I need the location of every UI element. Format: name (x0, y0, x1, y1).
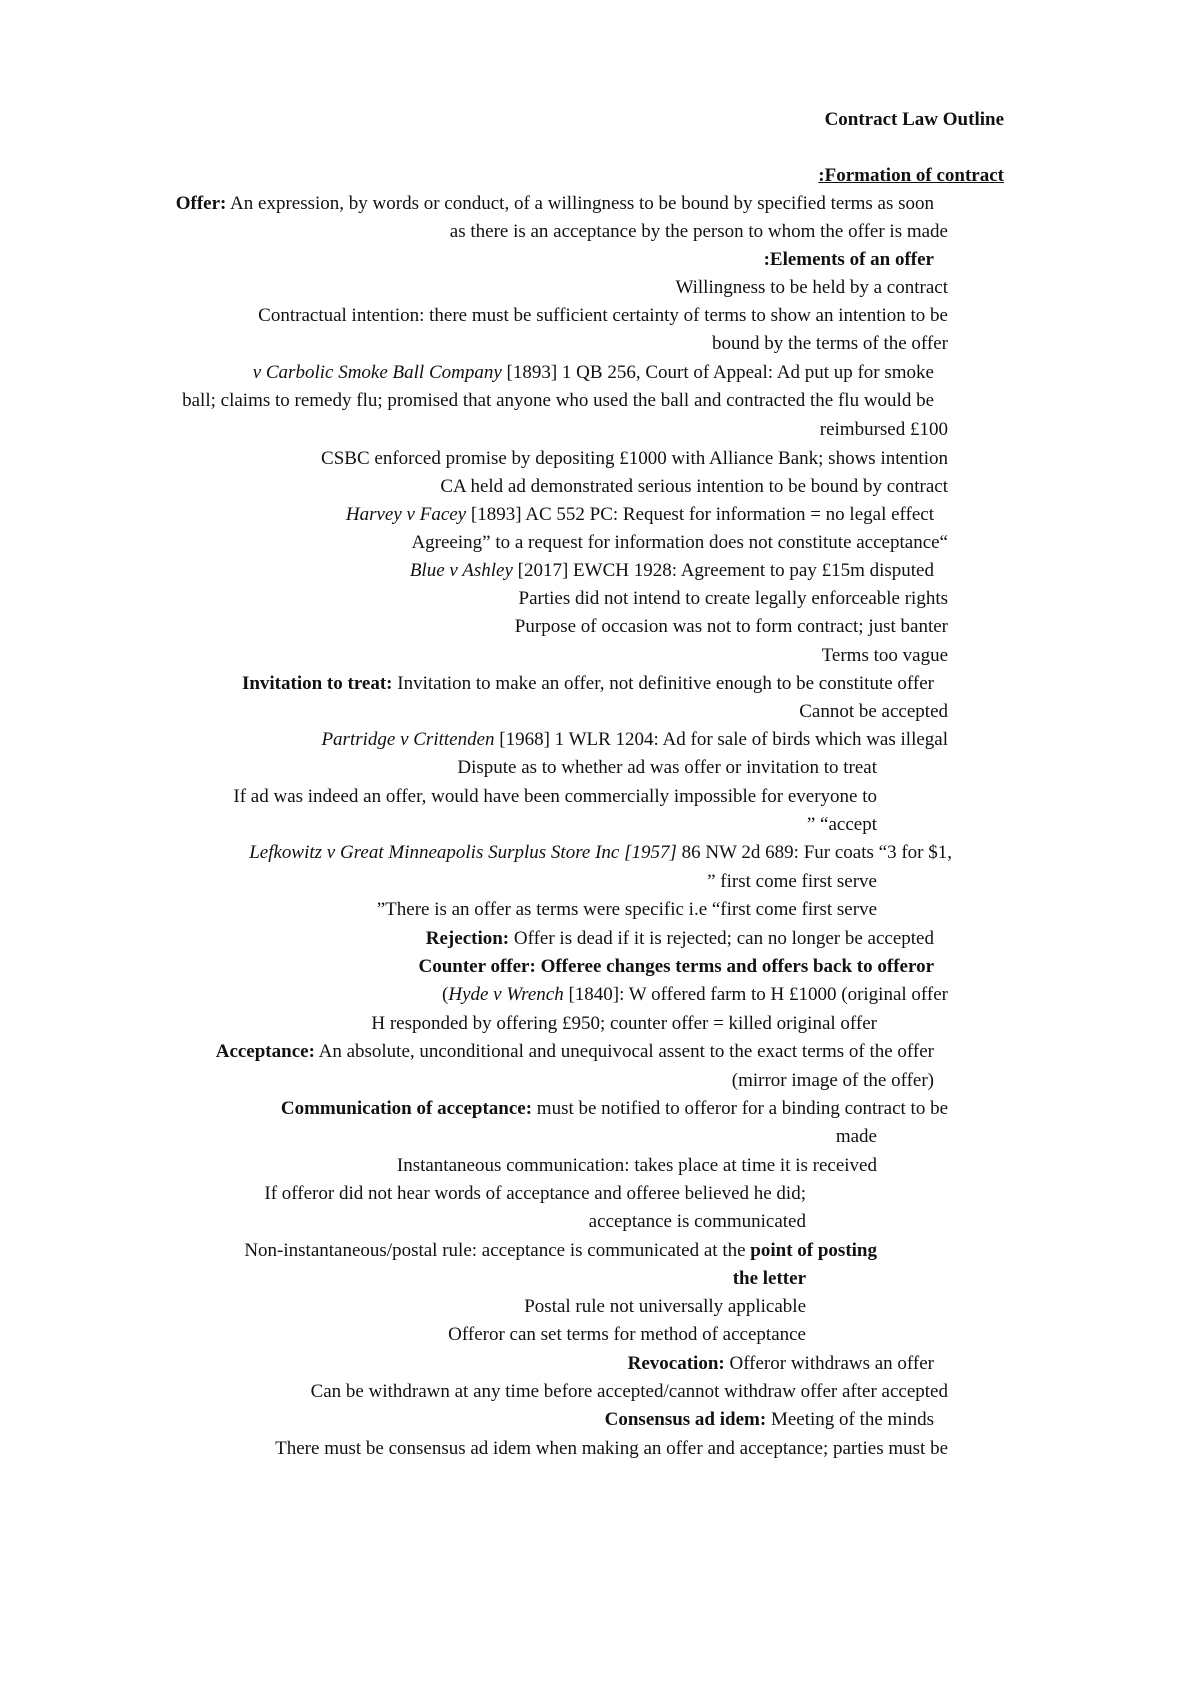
text-line: made (835, 1126, 877, 1147)
section-heading: :Formation of contract (818, 165, 1004, 186)
case-line (321, 728, 948, 752)
text-line: Purpose of occasion was not to form contract; just banter (514, 616, 948, 637)
document-title: Contract Law Outline (824, 109, 1004, 130)
case-line (346, 503, 934, 527)
case-text: [1893] 1 QB 256, Court of Appeal: Ad put up for smoke (501, 362, 934, 383)
text-line: ball; claims to remedy flu; promised that anyone who used the ball and contracted the flu would be (182, 390, 934, 411)
definition-text: An absolute, unconditional and unequivocal assent to the exact terms of the offer (314, 1041, 934, 1062)
definition-text: must be notified to offeror for a binding contract to be (532, 1098, 948, 1119)
text-line: reimbursed £100 (819, 419, 948, 440)
text-line: Offeror can set terms for method of acceptance (448, 1324, 806, 1345)
text-line: Instantaneous communication: takes place at time it is received (396, 1155, 877, 1176)
case-line (253, 361, 934, 385)
postal-text: Non-instantaneous/postal rule: acceptance is communicated at the (244, 1240, 751, 1261)
case-line (442, 983, 948, 1007)
text-line: If ad was indeed an offer, would have been commercially impossible for everyone to (233, 786, 877, 807)
postal-rule-line (244, 1239, 877, 1263)
term-label: Communication of acceptance: (280, 1098, 533, 1119)
case-name: Partridge v Crittenden (321, 729, 495, 750)
definition-text: Offer is dead if it is rejected; can no longer be accepted (509, 928, 934, 949)
text-line: There must be consensus ad idem when making an offer and acceptance; parties must be (275, 1438, 948, 1459)
case-name: Lefkowitz v Great Minneapolis Surplus Store Inc [1957] (249, 842, 677, 863)
case-name: v Carbolic Smoke Ball Company (252, 362, 502, 383)
case-text: [1893] AC 552 PC: Request for information = no legal effect (466, 504, 934, 525)
term-label: Invitation to treat: (241, 673, 393, 694)
case-name: Hyde v Wrench (448, 984, 564, 1005)
case-name: Harvey v Facey (345, 504, 467, 525)
term-label: Acceptance: (215, 1041, 315, 1062)
counter-offer-definition (419, 955, 935, 979)
text-line: Dispute as to whether ad was offer or invitation to treat (457, 757, 877, 778)
term-label: Rejection: (425, 928, 510, 949)
term-label: Offer: (175, 193, 227, 214)
case-line (410, 559, 934, 583)
term-label: Consensus ad idem: (604, 1409, 767, 1430)
case-name: Blue v Ashley (409, 560, 513, 581)
rejection-definition (426, 927, 934, 951)
subsection-heading: :Elements of an offer (763, 249, 934, 270)
text-line: CA held ad demonstrated serious intention to be bound by contract (440, 476, 948, 497)
text-line: H responded by offering £950; counter offer = killed original offer (371, 1013, 877, 1034)
text-line: Willingness to be held by a contract (675, 277, 948, 298)
text-line: ” first come first serve (707, 871, 877, 892)
case-text: [1968] 1 WLR 1204: Ad for sale of birds which was illegal (494, 729, 948, 750)
paren: ( (442, 984, 449, 1005)
revocation-definition (628, 1352, 934, 1376)
case-text: [1840]: W offered farm to H £1000 (original offer (563, 984, 948, 1005)
text-line: (mirror image of the offer) (731, 1070, 934, 1091)
acceptance-definition (216, 1040, 934, 1064)
postal-emphasis: point of posting (750, 1240, 877, 1261)
communication-definition (281, 1097, 948, 1121)
term-label: Counter offer: (418, 956, 536, 977)
case-text: [2017] EWCH 1928: Agreement to pay £15m disputed (512, 560, 934, 581)
case-line (249, 841, 952, 865)
text-line: Postal rule not universally applicable (524, 1296, 806, 1317)
text-line: If offeror did not hear words of acceptance and offeree believed he did; (264, 1183, 806, 1204)
term-label: Revocation: (627, 1353, 725, 1374)
definition-text: An expression, by words or conduct, of a willingness to be bound by specified terms as soon (226, 193, 934, 214)
text-line: Contractual intention: there must be sufficient certainty of terms to show an intention to be (258, 305, 948, 326)
text-line: ” “accept (806, 814, 877, 835)
text-line: as there is an acceptance by the person to whom the offer is made (449, 221, 948, 242)
text-line: Agreeing” to a request for information does not constitute acceptance“ (411, 532, 948, 553)
text-line: Terms too vague (821, 645, 948, 666)
consensus-definition (605, 1408, 934, 1432)
text-line: ”There is an offer as terms were specific i.e “first come first serve (376, 899, 877, 920)
text-line: CSBC enforced promise by depositing £1000 with Alliance Bank; shows intention (321, 448, 948, 469)
case-text: 86 NW 2d 689: Fur coats “3 for $1, (676, 842, 952, 863)
text-line: acceptance is communicated (588, 1211, 806, 1232)
itt-definition (242, 672, 934, 696)
text-line: Can be withdrawn at any time before accepted/cannot withdraw offer after accepted (310, 1381, 948, 1402)
text-line: bound by the terms of the offer (711, 333, 948, 354)
text-line: Cannot be accepted (799, 701, 948, 722)
offer-definition (176, 192, 934, 216)
text-line: Parties did not intend to create legally enforceable rights (518, 588, 948, 609)
definition-text: Meeting of the minds (766, 1409, 934, 1430)
text-line: the letter (732, 1268, 806, 1289)
definition-text: Offeror withdraws an offer (724, 1353, 934, 1374)
definition-text: Invitation to make an offer, not definitive enough to be constitute offer (392, 673, 934, 694)
definition-text: Offeree changes terms and offers back to offeror (535, 956, 934, 977)
